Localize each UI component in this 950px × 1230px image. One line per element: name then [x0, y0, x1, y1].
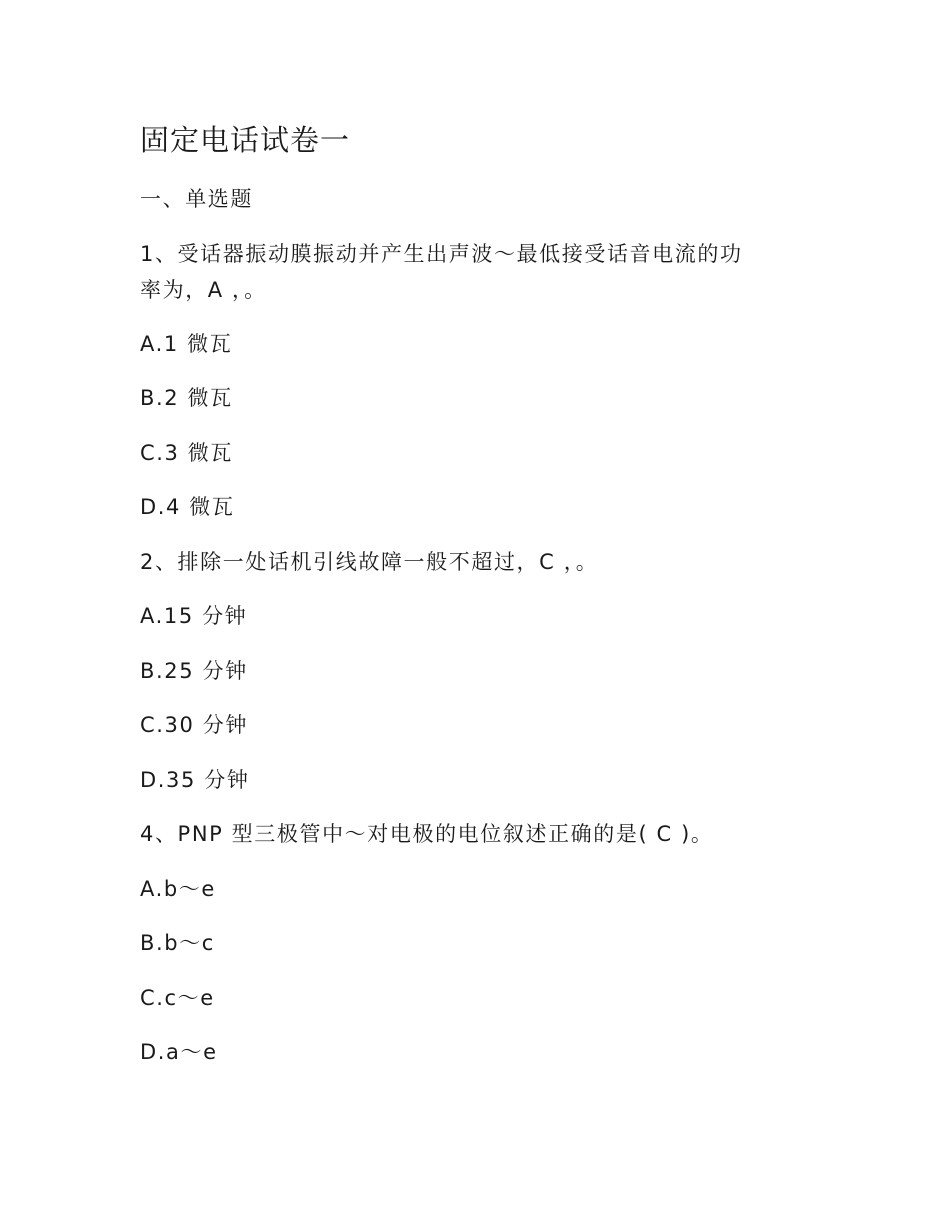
question-4-option-d: D.a～e — [140, 1040, 218, 1064]
question-4-option-c: C.c～e — [140, 986, 215, 1010]
question-2-stem: 2、排除一处话机引线故障一般不超过，C ，。 — [140, 550, 599, 574]
question-2-option-c: C.30 分钟 — [140, 713, 248, 737]
question-4-option-b: B.b～c — [140, 931, 215, 955]
question-1-option-d: D.4 微瓦 — [140, 495, 235, 519]
question-2-option-a: A.15 分钟 — [140, 604, 248, 628]
question-1-option-a: A.1 微瓦 — [140, 332, 233, 356]
question-1-stem-line-1: 1、受话器振动膜振动并产生出声波～最低接受话音电流的功 — [140, 242, 743, 266]
question-1-stem-line-2: 率为，A ，。 — [140, 278, 267, 302]
question-4-option-a: A.b～e — [140, 877, 216, 901]
question-2-option-d: D.35 分钟 — [140, 768, 250, 792]
document-title: 固定电话试卷一 — [140, 123, 351, 157]
section-heading: 一、单选题 — [140, 187, 253, 211]
question-2-option-b: B.25 分钟 — [140, 659, 248, 683]
question-4-stem: 4、PNP 型三极管中～对电极的电位叙述正确的是( C )。 — [140, 822, 714, 846]
question-1-option-b: B.2 微瓦 — [140, 386, 233, 410]
question-1-option-c: C.3 微瓦 — [140, 441, 233, 465]
